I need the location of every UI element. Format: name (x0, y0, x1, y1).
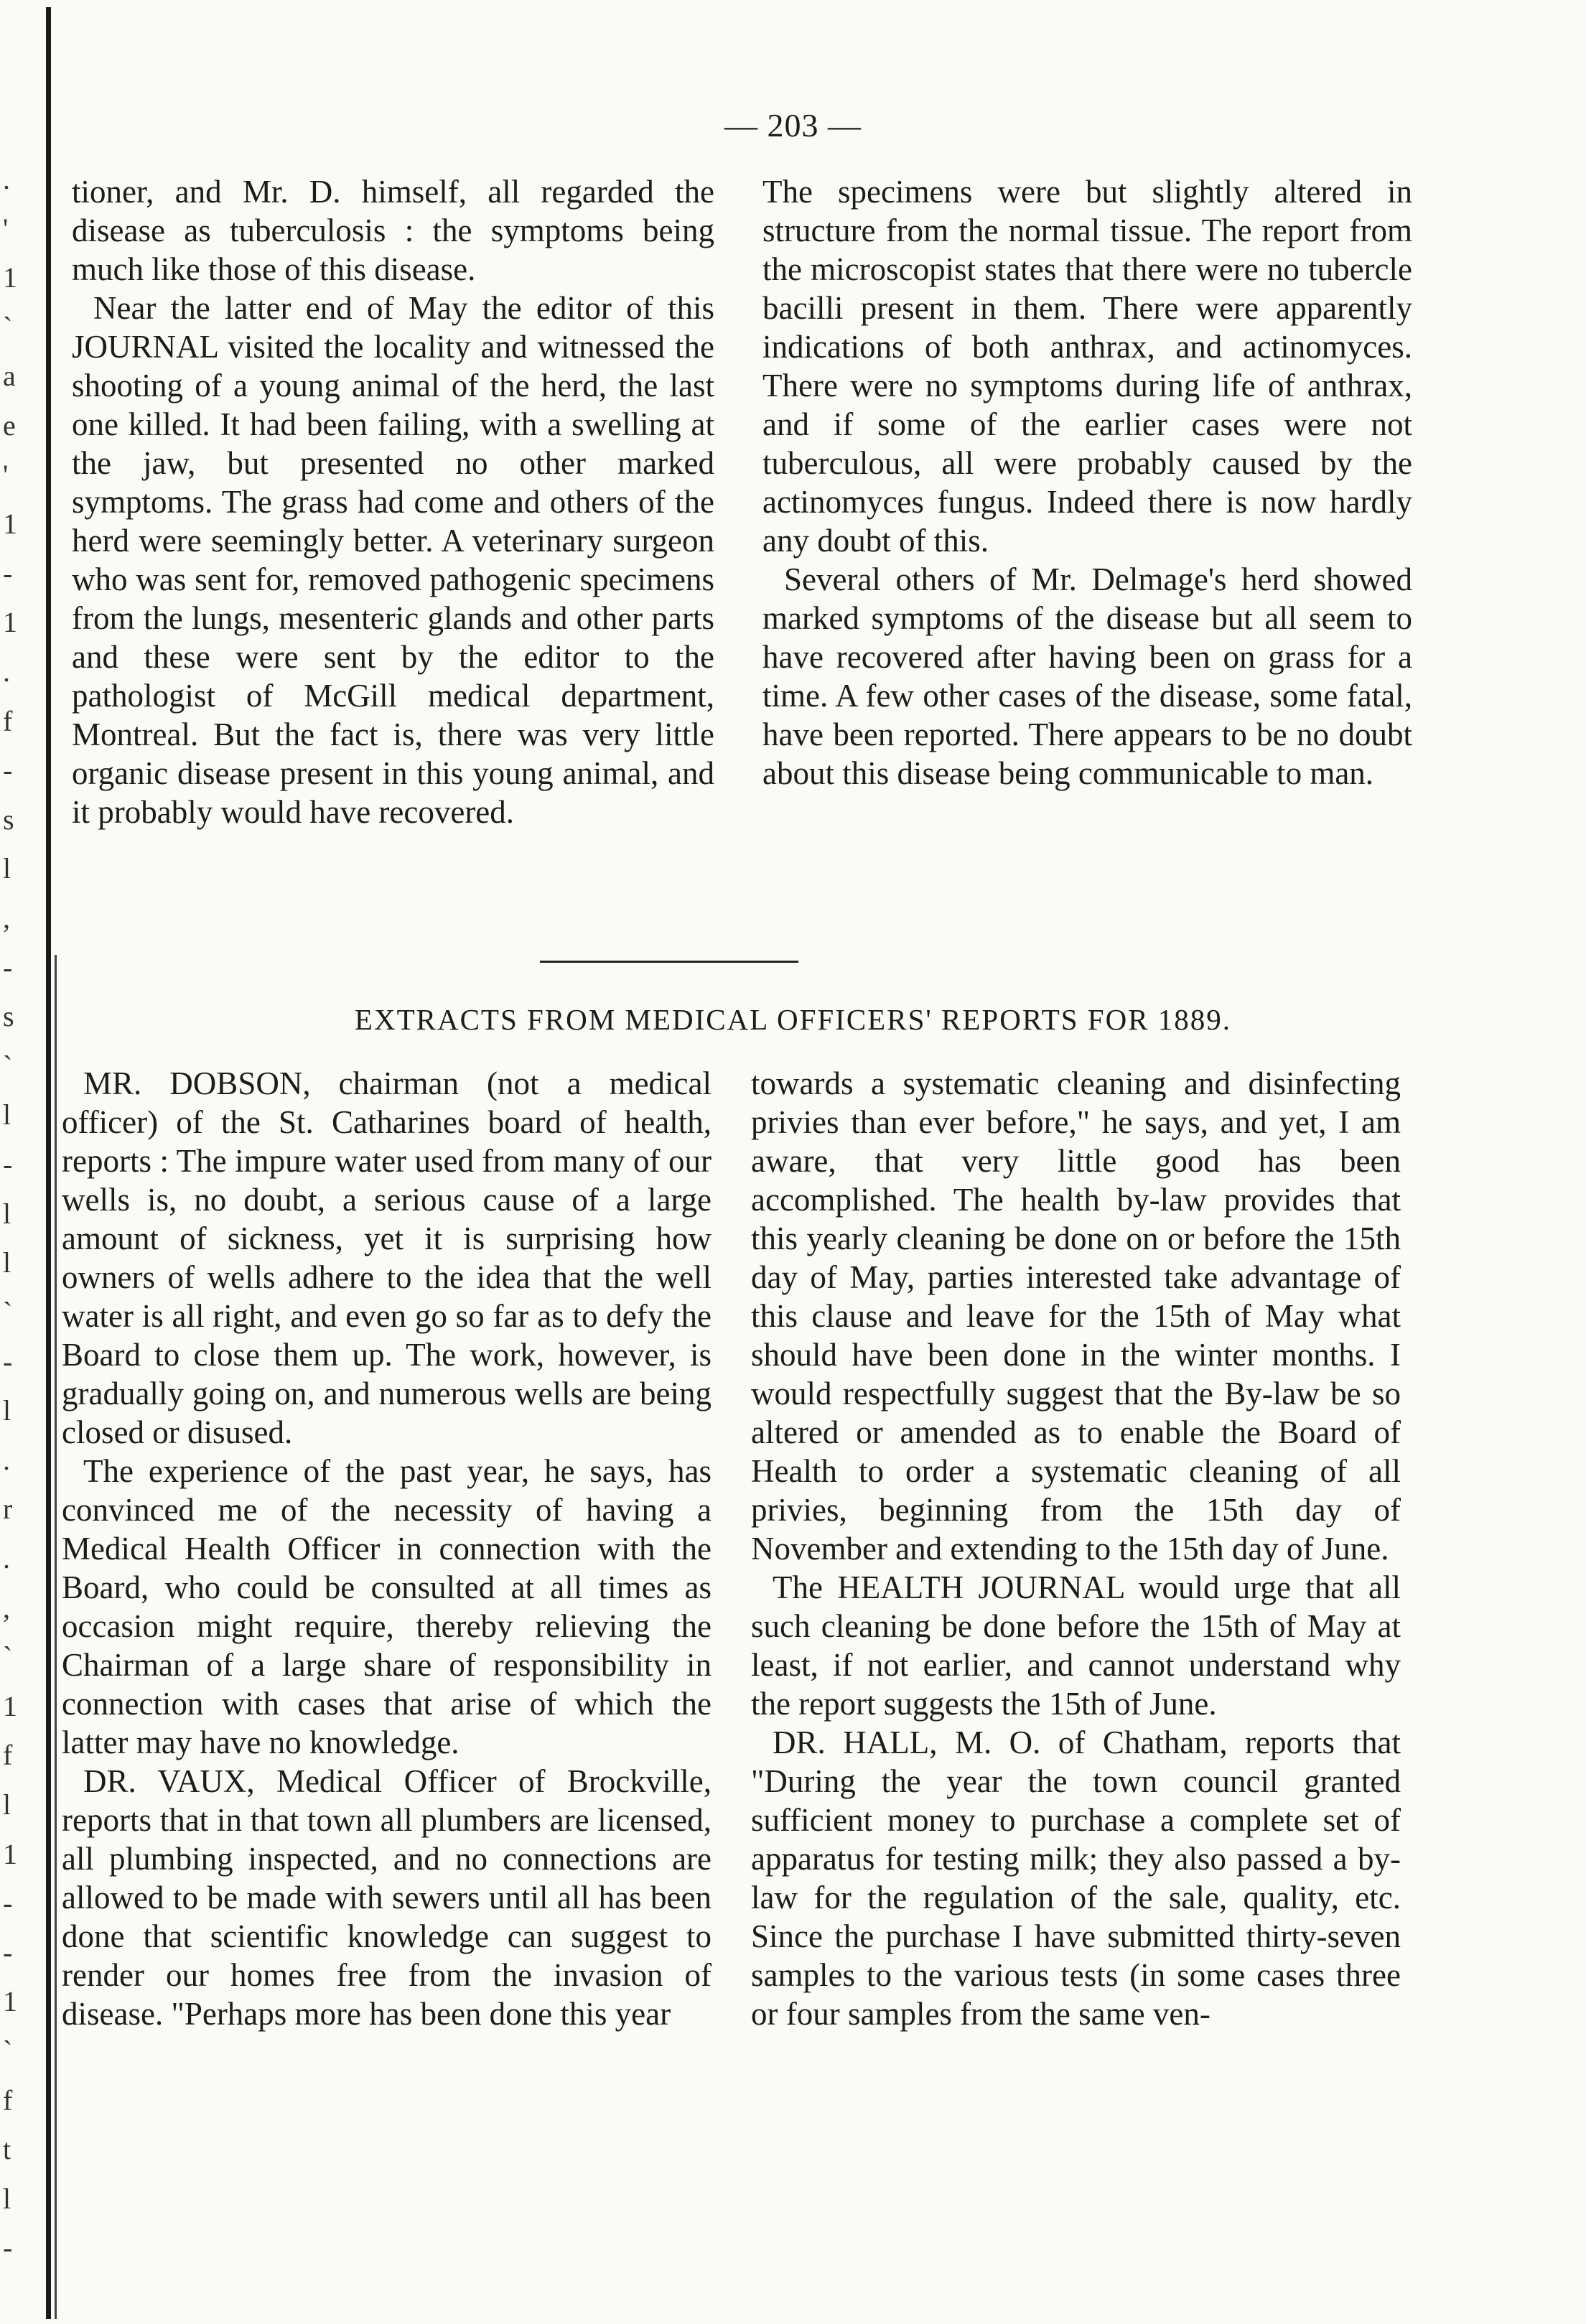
margin-mark: a (3, 360, 16, 392)
paragraph: MR. DOBSON, chairman (not a medical officer) of the St. Catharines board of health, reports : The impure water used from many of our wells is, no doubt, a serious cause of a large amount of sickness, yet it is surprising how owners of wells adhere to the idea that the well water is all right, and even go so far as to defy the Board to close them up. The work, however, is gradually going on, and numerous wells are being closed or disused. (62, 1065, 712, 1450)
margin-mark: l (3, 852, 11, 885)
margin-mark: - (3, 1148, 13, 1180)
margin-mark: - (3, 2231, 13, 2264)
margin-mark: ` (3, 1050, 13, 1082)
margin-mark: 1 (3, 508, 17, 540)
margin-mark: t (3, 2133, 11, 2165)
margin-mark: e (3, 409, 16, 442)
margin-mark: ' (3, 213, 9, 245)
margin-marks (3, 165, 32, 2283)
margin-mark: s (3, 1000, 14, 1032)
margin-mark: ` (3, 2035, 13, 2067)
margin-mark: . (3, 1542, 10, 1574)
margin-mark: - (3, 1936, 13, 1969)
paragraph: The experience of the past year, he says, has convinced me of the necessity of having a Medical Health Officer in connection with the Board, who could be consulted at all times as occasion might require, thereby relieving the Chairman of a large share of responsibility in connection with cases that arise of which the latter may have no knowledge. (62, 1453, 712, 1760)
margin-mark: - (3, 1345, 13, 1378)
margin-mark: - (3, 1887, 13, 1919)
margin-mark: - (3, 951, 13, 984)
margin-mark: ` (3, 1641, 13, 1673)
margin-mark: - (3, 557, 13, 589)
margin-mark: ` (3, 311, 13, 343)
margin-mark: l (3, 1246, 11, 1279)
margin-mark: . (3, 163, 10, 195)
paragraph: Near the latter end of May the editor of this JOURNAL visited the locality and witnessed the shooting of a young animal of the herd, the last one killed. It had been failing, with a swelling at the jaw, but presented no other marked symptoms. The grass had come and others of the herd were seemingly better. A veterinary surgeon who was sent for, removed pathogenic specimens from the lungs, mesenteric glands and other parts and these were sent by the editor to the pathologist of McGill medical department, Montreal. But the fact is, there was very little organic disease present in this young animal, and it probably would have recovered. (72, 290, 714, 830)
margin-mark: l (3, 1198, 11, 1230)
margin-mark: f (3, 705, 13, 737)
margin-mark: - (3, 754, 13, 786)
paragraph: DR. VAUX, Medical Officer of Brockville, reports that in that town all plumbers are licensed, all plumbing inspected, and no connections are allowed to be made with sewers until all has been done that scientific knowledge can suggest to render our homes free from the invasion of disease. "Perhaps more has been done this year (62, 1763, 712, 2032)
binding-edge-line (46, 7, 51, 2319)
margin-mark: , (3, 902, 10, 934)
margin-mark: 1 (3, 1838, 17, 1870)
margin-mark: ` (3, 1296, 13, 1328)
section-divider (540, 961, 798, 963)
top-left-column (72, 172, 714, 831)
margin-mark: , (3, 1592, 10, 1624)
margin-mark: . (3, 1444, 10, 1476)
margin-mark: . (3, 655, 10, 688)
margin-mark: r (3, 1493, 13, 1525)
margin-mark: 1 (3, 1985, 17, 2017)
top-right-column (762, 172, 1412, 793)
bottom-right-column (751, 1064, 1401, 2033)
margin-mark: 1 (3, 261, 17, 294)
margin-mark: l (3, 1788, 11, 1821)
paragraph: DR. HALL, M. O. of Chatham, reports that "During the year the town council granted sufficient money to purchase a complete set of apparatus for testing milk; they also passed a by-law for the regulation of the sale, quality, etc. Since the purchase I have submitted thirty-seven samples to the various tests (in some cases three or four samples from the same ven- (751, 1725, 1401, 2032)
margin-mark: l (3, 2183, 11, 2215)
margin-mark: l (3, 1098, 11, 1131)
section-heading: EXTRACTS FROM MEDICAL OFFICERS' REPORTS FOR 1889. (354, 1003, 1232, 1036)
paragraph: towards a systematic cleaning and disinfecting privies than ever before," he says, and yet, I am aware, that very little good has been accomplished. The health by-law provides that this yearly cleaning be done on or before the 15th day of May, parties interested take advantage of this clause and leave for the 15th of May what should have been done in the winter months. I would respectfully suggest that the By-law be so altered or amended as to enable the Board of Health to order a systematic cleaning of all privies, beginning from the 15th day of November and extending to the 15th day of June. (751, 1065, 1401, 1567)
margin-mark: s (3, 803, 14, 836)
paragraph: The specimens were but slightly altered in structure from the normal tissue. The report from the microscopist states that there were no tubercle bacilli present in them. There were apparently indications of both anthrax, and actinomyces. There were no symptoms during life of anthrax, and if some of the earlier cases were not tuberculous, all were probably caused by the actinomyces fungus. Indeed there is now hardly any doubt of this. (762, 174, 1412, 559)
page-number: — 203 — (724, 107, 862, 144)
paragraph: Several others of Mr. Delmage's herd showed marked symptoms of the disease but all seem to have recovered after having been on grass for a time. A few other cases of the disease, some fatal, have been reported. There appears to be no doubt about this disease being communicable to man. (762, 561, 1412, 791)
margin-mark: 1 (3, 606, 17, 638)
bottom-left-column (62, 1064, 712, 2033)
paragraph: The HEALTH JOURNAL would urge that all such cleaning be done before the 15th of May at least, if not earlier, and cannot understand why the report suggests the 15th of June. (751, 1569, 1401, 1722)
margin-mark: 1 (3, 1690, 17, 1722)
margin-mark: f (3, 1739, 13, 1771)
binding-edge-line-inner (55, 955, 57, 2319)
paragraph: tioner, and Mr. D. himself, all regarded the disease as tuberculosis : the symptoms being much like those of this disease. (72, 174, 714, 287)
margin-mark: ' (3, 459, 9, 491)
margin-mark: l (3, 1394, 11, 1427)
margin-mark: f (3, 2084, 13, 2117)
